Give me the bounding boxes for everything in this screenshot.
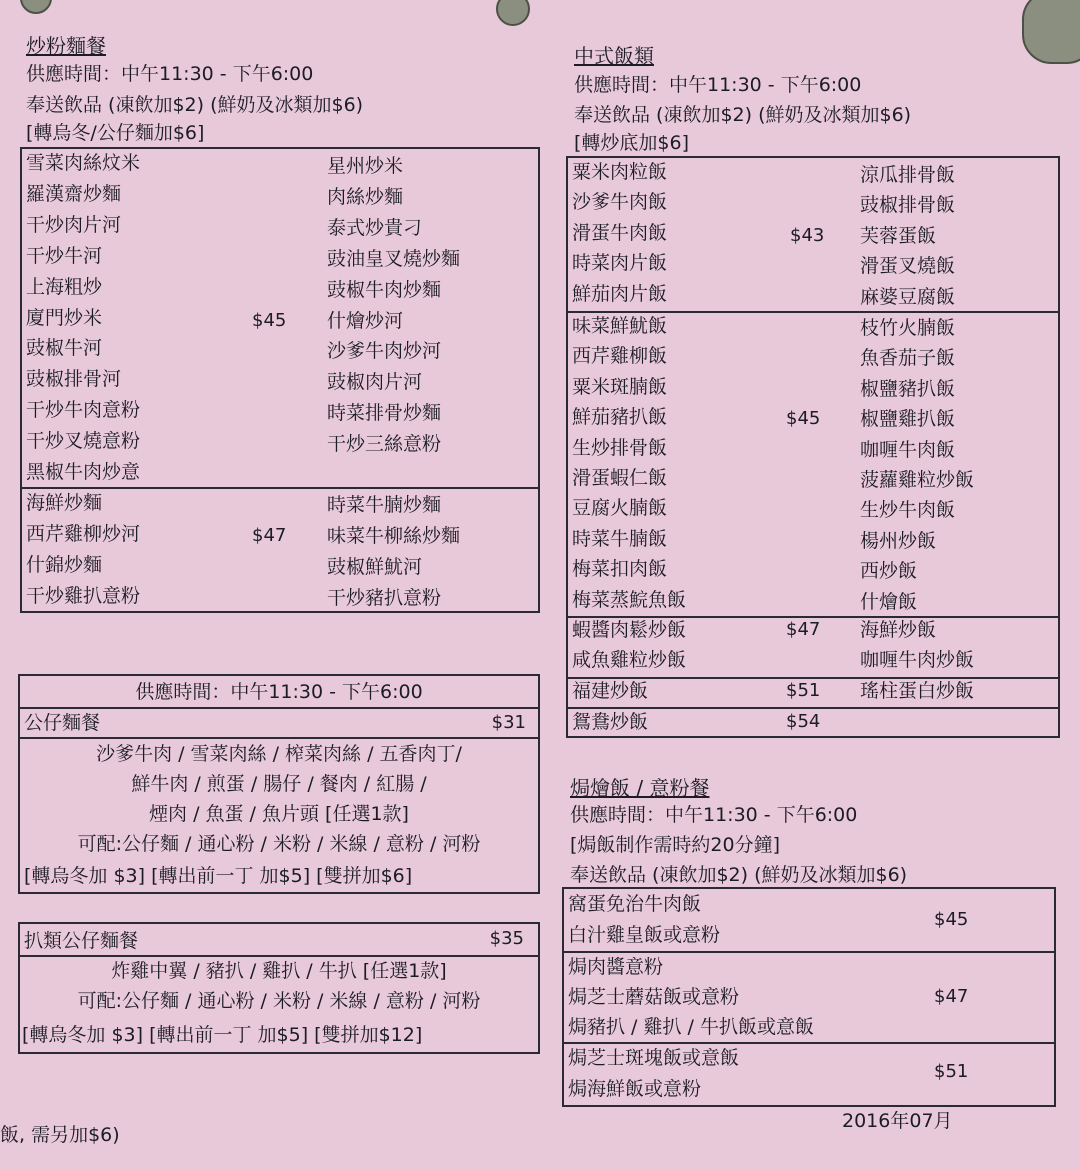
drinks-note: 奉送飲品 (凍飲加$2) (鮮奶及冰類加$6) [26,94,364,116]
price: $54 [786,711,821,732]
upgrade-note: [轉烏冬/公仔麵加$6] [26,122,205,144]
menu-item: 豉椒排骨飯 [860,194,956,217]
screw-icon [496,0,530,26]
menu-item: 時菜排骨炒麵 [327,402,442,425]
date-stamp: 2016年07月 [842,1110,953,1132]
menu-item: 涼瓜排骨飯 [860,164,956,186]
screw-icon [20,0,52,14]
menu-item: 干炒牛河 [26,244,103,267]
menu-item: 廈門炒米 [26,306,103,329]
menu-item: 沙爹牛肉飯 [572,191,668,214]
menu-item: 鮮茄豬扒飯 [572,406,668,429]
menu-item: 肉絲炒麵 [327,185,404,208]
section-title-rice: 中式飯類 [574,44,654,68]
menu-item: 雪菜肉絲炆米 [26,152,141,174]
upgrade-note: [轉炒底加$6] [574,132,690,154]
menu-item: 咸魚雞粒炒飯 [572,649,687,672]
set-price: $31 [491,712,526,733]
menu-item: 蝦醬肉鬆炒飯 [572,619,687,641]
menu-item: 生炒排骨飯 [572,436,668,459]
screw-icon [1022,0,1080,64]
menu-item: 什燴飯 [860,590,918,613]
menu-item: 滑蛋蝦仁飯 [572,467,668,489]
price: $45 [934,909,969,930]
menu-item: 豉椒肉片河 [327,371,423,394]
menu-item: 豉椒牛肉炒麵 [327,278,442,301]
menu-item: 魚香茄子飯 [860,347,956,370]
price: $51 [786,680,821,701]
menu-item: 粟米肉粒飯 [572,161,668,183]
service-hours: 供應時間：中午11:30 - 下午6:00 [570,804,858,826]
service-hours: 供應時間：中午11:30 - 下午6:00 [26,63,314,85]
menu-item: 麻婆豆腐飯 [860,285,956,308]
menu-item: 滑蛋牛肉飯 [572,221,668,244]
menu-item: 時菜牛腩炒麵 [327,494,442,516]
menu-item: 海鮮炒麵 [26,492,103,514]
rice-box [566,156,1060,738]
drinks-note: 奉送飲品 (凍飲加$2) (鮮奶及冰類加$6) [570,864,908,886]
menu-item: 焗海鮮飯或意粉 [568,1078,702,1100]
menu-item: 梅菜扣肉飯 [572,558,668,581]
menu-item: 西炒飯 [860,560,918,583]
set-name: 公仔麵餐 [24,712,101,734]
menu-item: 豉椒鮮魷河 [327,555,423,578]
menu-item: 豉椒排骨河 [26,368,122,391]
menu-item: 楊州炒飯 [860,529,937,552]
menu-item: 干炒肉片河 [26,213,122,236]
menu-item: 干炒雞扒意粉 [26,584,141,607]
baked-note: [焗飯制作需時約20分鐘] [570,834,781,856]
menu-item: 西芹雞柳飯 [572,345,668,368]
menu-item: 羅漢齋炒麵 [26,182,122,205]
menu-item: 焗芝士蘑菇飯或意粉 [568,986,740,1008]
menu-item: 焗芝士斑塊飯或意飯 [568,1047,740,1069]
menu-item: 星州炒米 [327,155,404,177]
menu-item: 咖喱牛肉飯 [860,438,956,461]
fried-noodles-box [20,147,540,613]
set-option-line: 沙爹牛肉 / 雪菜肉絲 / 榨菜肉絲 / 五香肉丁/ [96,743,462,765]
menu-item: 干炒牛肉意粉 [26,399,141,422]
price: $45 [252,310,287,331]
price: $51 [934,1061,969,1082]
menu-item: 鴛鴦炒飯 [572,711,649,733]
menu-item: 窩蛋免治牛肉飯 [568,893,702,915]
price: $47 [934,986,969,1007]
chop-set-price: $35 [489,928,524,949]
menu-item: 豆腐火腩飯 [572,497,668,520]
menu-item: 海鮮炒飯 [860,619,937,641]
set-option-line: 煙肉 / 魚蛋 / 魚片頭 [任選1款] [149,803,409,825]
menu-item: 豉油皇叉燒炒麵 [327,247,461,270]
section-title-fried-noodles: 炒粉麵餐 [26,34,106,58]
menu-item: 上海粗炒 [26,275,103,298]
section-title-baked: 焗燴飯 / 意粉餐 [570,776,710,800]
menu-item: 芙蓉蛋飯 [860,224,937,247]
set-hours: 供應時間：中午11:30 - 下午6:00 [135,681,423,703]
price: $47 [786,619,821,640]
menu-item: 時菜牛腩飯 [572,527,668,550]
menu-item: 椒鹽豬扒飯 [860,377,956,400]
menu-item: 鮮茄肉片飯 [572,282,668,305]
price: $47 [252,525,287,546]
menu-item: 什錦炒麵 [26,553,103,576]
menu-item: 焗肉醬意粉 [568,956,664,978]
menu-item: 梅菜蒸鯇魚飯 [572,588,687,611]
menu-item: 福建炒飯 [572,680,649,702]
menu-item: 瑤柱蛋白炒飯 [860,680,975,702]
chop-option-line: 可配:公仔麵 / 通心粉 / 米粉 / 米線 / 意粉 / 河粉 [77,990,481,1012]
menu-item: 生炒牛肉飯 [860,499,956,522]
menu-item: 沙爹牛肉炒河 [327,340,442,363]
menu-item: 豉椒牛河 [26,337,103,360]
menu-item: 白汁雞皇飯或意粉 [568,924,721,946]
menu-item: 味菜鮮魷飯 [572,315,668,337]
set-option-line: 可配:公仔麵 / 通心粉 / 米粉 / 米線 / 意粉 / 河粉 [77,833,481,855]
menu-item: 粟米斑腩飯 [572,375,668,398]
menu-item: 時菜肉片飯 [572,252,668,275]
menu-item: 椒鹽雞扒飯 [860,408,956,431]
set-option-line: 鮮牛肉 / 煎蛋 / 腸仔 / 餐肉 / 紅腸 / [131,773,427,795]
menu-item: 泰式炒貴刁 [327,216,423,239]
menu-item: 干炒豬扒意粉 [327,586,442,609]
menu-item: 枝竹火腩飯 [860,317,956,339]
instant-noodle-set-box [18,674,540,894]
price: $43 [790,225,825,246]
drinks-note: 奉送飲品 (凍飲加$2) (鮮奶及冰類加$6) [574,104,912,126]
menu-item: 滑蛋叉燒飯 [860,255,956,278]
menu-item: 菠蘿雞粒炒飯 [860,469,975,491]
baked-box [562,887,1056,1107]
price: $45 [786,408,821,429]
service-hours: 供應時間：中午11:30 - 下午6:00 [574,74,862,96]
chop-option-line: 炸雞中翼 / 豬扒 / 雞扒 / 牛扒 [任選1款] [111,960,447,982]
menu-item: 味菜牛柳絲炒麵 [327,524,461,547]
menu-item: 西芹雞柳炒河 [26,522,141,545]
footnote: 飯, 需另加$6) [0,1124,120,1146]
chop-set-extra: [轉烏冬加 $3] [轉出前一丁 加$5] [雙拼加$12] [22,1024,423,1046]
menu-item: 什燴炒河 [327,309,404,332]
menu-item: 黑椒牛肉炒意 [26,461,141,483]
set-extra: [轉烏冬加 $3] [轉出前一丁 加$5] [雙拼加$6] [24,865,413,887]
menu-item: 干炒三絲意粉 [327,433,442,456]
menu-item: 干炒叉燒意粉 [26,430,141,453]
chop-noodle-set-box [18,922,540,1054]
chop-set-name: 扒類公仔麵餐 [24,930,139,952]
menu-item: 咖喱牛肉炒飯 [860,649,975,672]
menu-item: 焗豬扒 / 雞扒 / 牛扒飯或意飯 [568,1016,814,1038]
